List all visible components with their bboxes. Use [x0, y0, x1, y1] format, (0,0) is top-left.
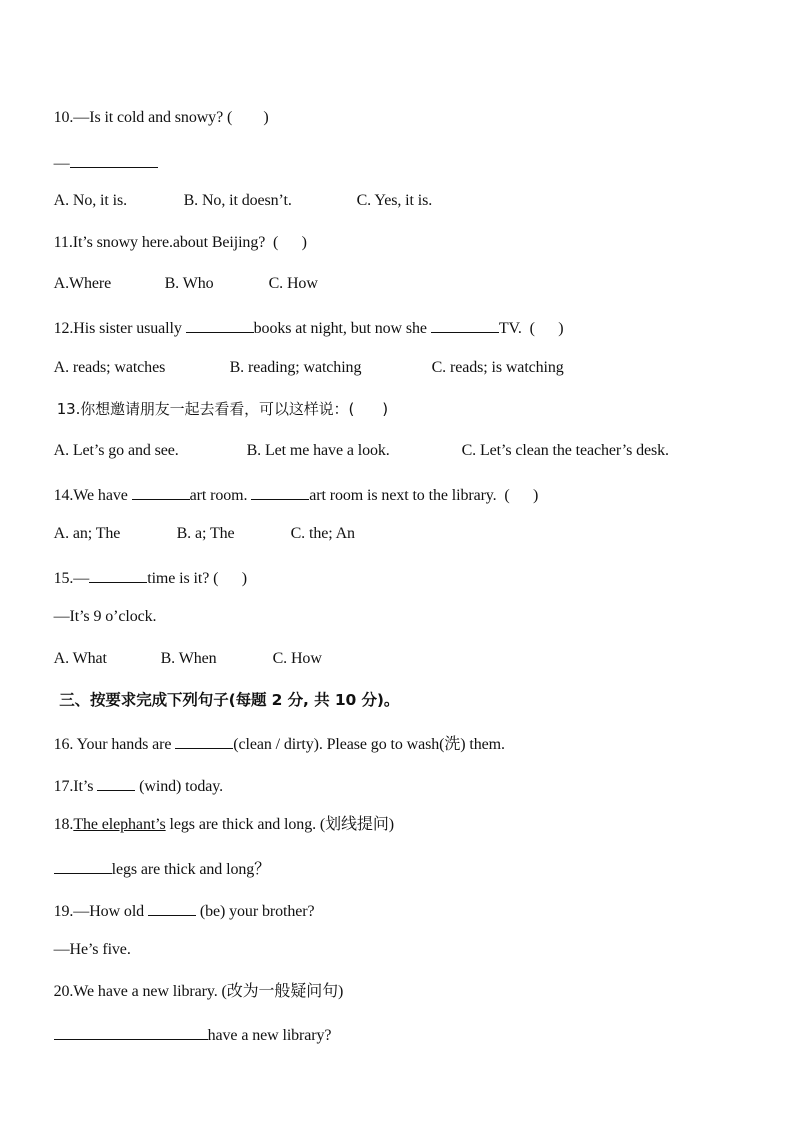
question-17-text-b: (wind) today.	[135, 778, 224, 795]
answer-blank[interactable]	[54, 857, 112, 874]
question-15-text-b: time is it? ( )	[147, 570, 247, 587]
option-a[interactable]: A. Let’s go and see.	[53, 442, 179, 459]
option-c[interactable]: C. How	[272, 650, 322, 667]
option-a[interactable]: A.Where	[53, 275, 112, 292]
option-b[interactable]: B. Let me have a look.	[246, 442, 390, 459]
question-11-text: 11.It’s snowy here.about Beijing? ( )	[53, 234, 307, 251]
option-b[interactable]: B. Who	[164, 275, 214, 292]
answer-blank[interactable]	[54, 1023, 208, 1040]
question-20-answer-text: have a new library?	[207, 1027, 332, 1044]
option-c[interactable]: C. reads; is watching	[431, 359, 564, 376]
question-15-answer-text: —It’s 9 o’clock.	[53, 608, 157, 625]
dash: —	[53, 155, 70, 172]
question-14-text-a: 14.We have	[53, 487, 132, 504]
option-a[interactable]: A. reads; watches	[53, 359, 166, 376]
option-a[interactable]: A. No, it is.	[53, 192, 127, 209]
question-12-text-a: 12.His sister usually	[53, 320, 186, 337]
question-14-text-c: art room is next to the library. ( )	[309, 487, 539, 504]
question-16-text-b: (clean / dirty). Please go to wash(洗) them.	[233, 736, 505, 753]
question-20-answer-line	[38, 1003, 331, 1066]
question-19-answer-text: —He’s five.	[53, 941, 131, 958]
question-12-text-b: books at night, but now she	[253, 320, 431, 337]
answer-blank-2[interactable]	[431, 316, 499, 333]
question-16-text-a: 16. Your hands are	[53, 736, 176, 753]
option-b[interactable]: B. a; The	[176, 525, 235, 542]
question-12-text-c: TV. ( )	[498, 320, 564, 337]
option-c[interactable]: C. the; An	[290, 525, 355, 542]
question-20-text: 20.We have a new library. (改为一般疑问句)	[53, 983, 344, 1000]
option-b[interactable]: B. No, it doesn’t.	[183, 192, 292, 209]
underlined-phrase: The elephant’s	[73, 816, 166, 833]
answer-blank[interactable]	[97, 774, 135, 791]
option-a[interactable]: A. What	[53, 650, 107, 667]
question-14-text-b: art room.	[189, 487, 252, 504]
section-3-heading-text: 三、按要求完成下列句子(每题 2 分, 共 10 分)。	[59, 691, 400, 709]
answer-blank-2[interactable]	[251, 483, 309, 500]
answer-blank-1[interactable]	[186, 316, 254, 333]
question-15-text-a: 15.—	[53, 570, 90, 587]
answer-blank[interactable]	[175, 732, 233, 749]
option-c[interactable]: C. How	[268, 275, 318, 292]
answer-blank[interactable]	[70, 151, 158, 168]
option-b[interactable]: B. reading; watching	[229, 359, 362, 376]
option-a[interactable]: A. an; The	[53, 525, 121, 542]
question-19-text-a: 19.—How old	[53, 903, 148, 920]
option-c[interactable]: C. Let’s clean the teacher’s desk.	[461, 442, 669, 459]
question-18-text: legs are thick and long. (划线提问)	[165, 816, 394, 833]
question-13-text: 13.你想邀请朋友一起去看看，可以这样说：( )	[56, 400, 388, 418]
question-19-text-b: (be) your brother?	[195, 903, 315, 920]
question-10-text: 10.—Is it cold and snowy? ( )	[53, 109, 269, 126]
question-18-answer-text: legs are thick and long？	[111, 861, 271, 878]
option-b[interactable]: B. When	[160, 650, 217, 667]
question-17-text-a: 17.It’s	[53, 778, 98, 795]
answer-blank-1[interactable]	[132, 483, 190, 500]
answer-blank[interactable]	[89, 566, 147, 583]
question-18-number: 18.	[53, 816, 74, 833]
answer-blank[interactable]	[148, 899, 196, 916]
option-c[interactable]: C. Yes, it is.	[356, 192, 433, 209]
